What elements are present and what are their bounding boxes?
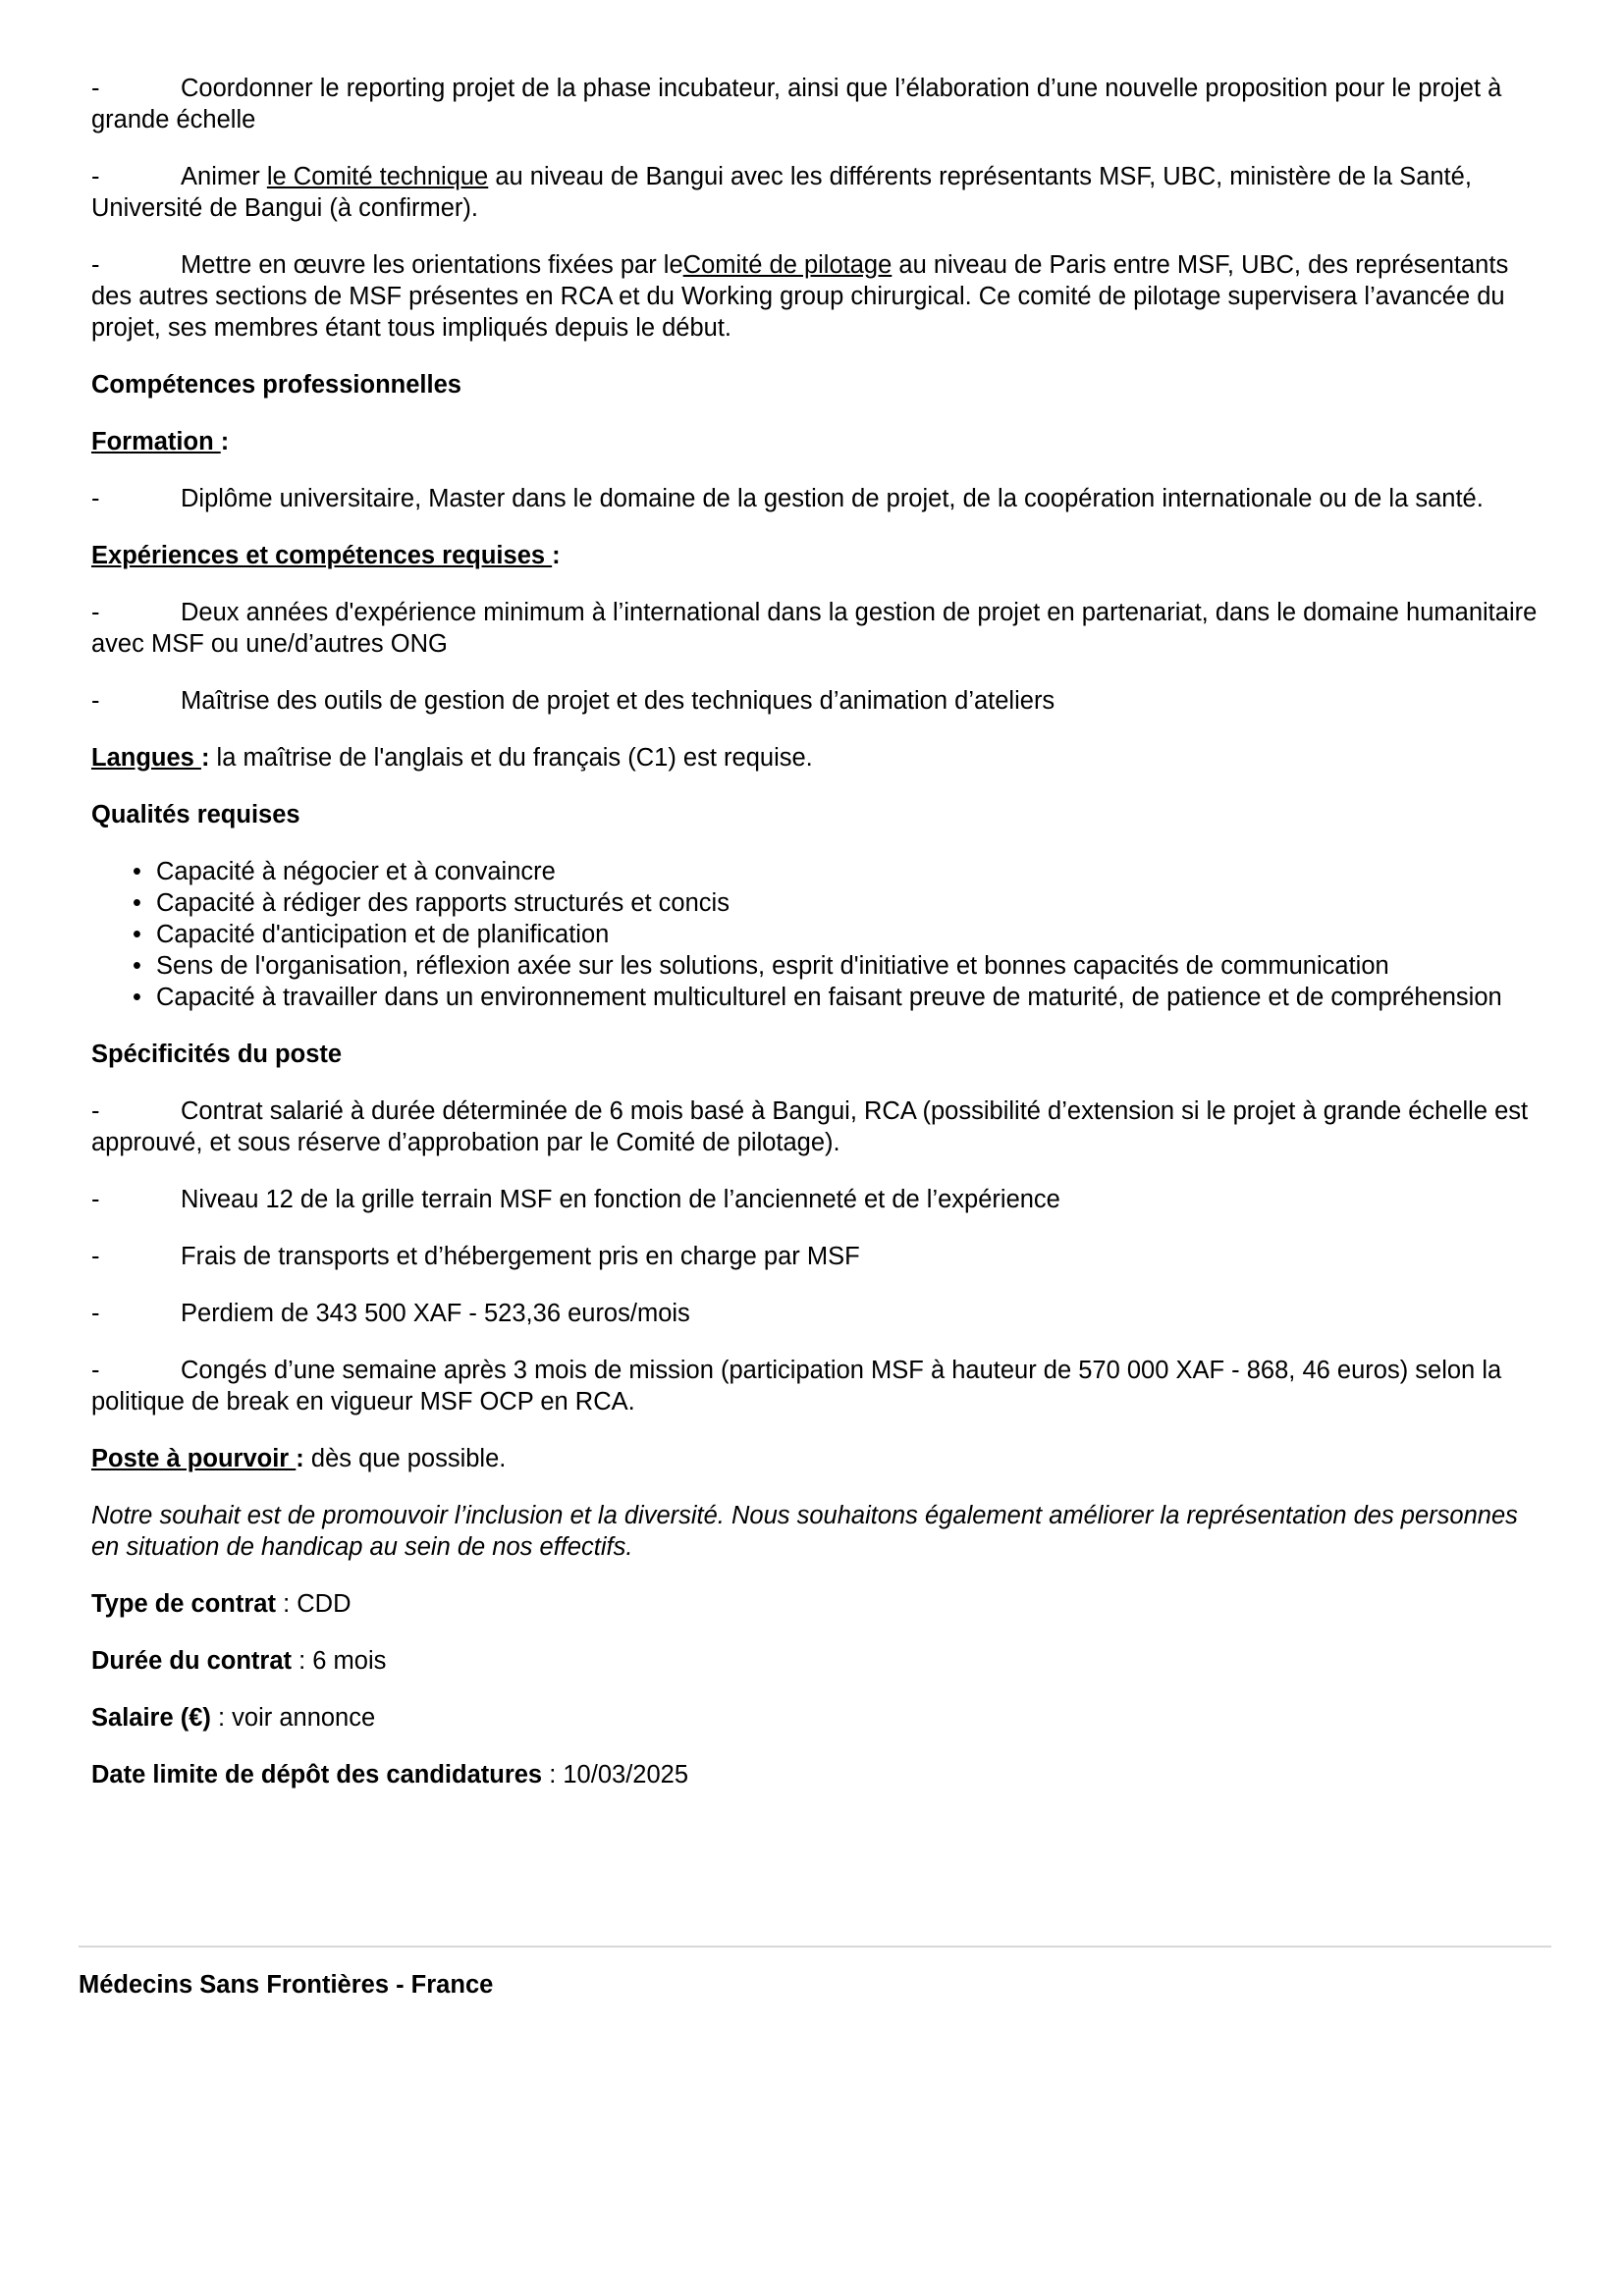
dash-marker: -	[91, 599, 100, 626]
dash-marker: -	[91, 163, 100, 190]
deadline-value: : 10/03/2025	[542, 1761, 689, 1789]
experiences-colon: :	[552, 542, 561, 569]
experience-item	[91, 597, 1549, 660]
salary-line	[91, 1702, 1549, 1734]
experience-text: Maîtrise des outils de gestion de projet et des techniques d’animation d’ateliers	[181, 687, 1055, 715]
specificites-heading: Spécificités du poste	[91, 1041, 343, 1068]
formation-text: Diplôme universitaire, Master dans le domaine de la gestion de projet, de la coopération internationale ou de la santé.	[181, 485, 1484, 512]
formation-heading	[91, 426, 1549, 457]
dash-marker: -	[91, 1097, 100, 1125]
task-text-pre: Mettre en œuvre les orientations fixées par le	[181, 251, 683, 279]
bullet-icon: •	[133, 889, 141, 917]
specificite-item	[91, 1095, 1549, 1158]
dash-marker: -	[91, 1186, 100, 1213]
langues-line	[91, 742, 1549, 774]
inclusion-note: Notre souhait est de promouvoir l’inclusion et la diversité. Nous souhaitons également améliorer la représentation des personnes en situation de handicap au sein de nos effectifs.	[91, 1502, 1518, 1561]
experience-item	[91, 685, 1549, 717]
list-item-text: Sens de l'organisation, réflexion axée sur les solutions, esprit d'initiative et bonnes capacités de communication	[156, 952, 1389, 980]
dash-marker: -	[91, 687, 100, 715]
deadline-label: Date limite de dépôt des candidatures	[91, 1761, 543, 1789]
formation-label: Formation	[91, 428, 221, 455]
task-text-pre: Animer	[181, 163, 267, 190]
task-item-reporting	[91, 73, 1549, 135]
task-text: Coordonner le reporting projet de la phase incubateur, ainsi que l’élaboration d’une nouvelle proposition pour le projet à grande échelle	[91, 75, 1502, 133]
contract-duration-label: Durée du contrat	[91, 1647, 293, 1675]
dash-marker: -	[91, 1300, 100, 1327]
contract-duration-value: : 6 mois	[292, 1647, 387, 1675]
list-item	[133, 919, 1549, 950]
formation-colon: :	[220, 428, 230, 455]
experience-text: Deux années d'expérience minimum à l’international dans la gestion de projet en partenariat, dans le domaine humanitaire avec MSF ou une/d’autres ONG	[91, 599, 1538, 658]
deadline-line	[91, 1759, 1549, 1790]
salary-label: Salaire (€)	[91, 1704, 211, 1732]
poste-text: dès que possible.	[303, 1445, 507, 1472]
bullet-icon: •	[133, 858, 141, 885]
specificite-text: Perdiem de 343 500 XAF - 523,36 euros/mois	[181, 1300, 690, 1327]
poste-line	[91, 1443, 1549, 1474]
comite-pilotage-link[interactable]: Comité de pilotage	[682, 251, 893, 279]
qualites-list	[91, 856, 1549, 1013]
dash-marker: -	[91, 1243, 100, 1270]
specificite-item	[91, 1241, 1549, 1272]
list-item	[133, 856, 1549, 887]
specificite-item	[91, 1298, 1549, 1329]
document-body	[91, 73, 1549, 1816]
langues-label: Langues	[91, 744, 201, 772]
specificite-text: Frais de transports et d’hébergement pris en charge par MSF	[181, 1243, 860, 1270]
list-item	[133, 950, 1549, 982]
competences-heading: Compétences professionnelles	[91, 371, 461, 399]
list-item	[133, 982, 1549, 1013]
list-item-text: Capacité à travailler dans un environnement multiculturel en faisant preuve de maturité, de patience et de compréhension	[156, 984, 1502, 1011]
dash-marker: -	[91, 485, 100, 512]
poste-colon: :	[296, 1445, 304, 1472]
contract-duration-line	[91, 1645, 1549, 1677]
langues-colon: :	[200, 744, 210, 772]
salary-value: : voir annonce	[210, 1704, 376, 1732]
task-item-comite-technique	[91, 161, 1549, 224]
bullet-icon: •	[133, 984, 141, 1011]
specificite-item	[91, 1184, 1549, 1215]
experiences-heading	[91, 540, 1549, 571]
bullet-icon: •	[133, 952, 141, 980]
list-item-text: Capacité à négocier et à convaincre	[156, 858, 556, 885]
dash-marker: -	[91, 75, 100, 102]
comite-technique-link[interactable]: le Comité technique	[266, 163, 489, 190]
specificite-text: Niveau 12 de la grille terrain MSF en fonction de l’ancienneté et de l’expérience	[181, 1186, 1060, 1213]
footer-organization: Médecins Sans Frontières - France	[79, 1971, 494, 1999]
formation-item	[91, 483, 1549, 514]
specificite-item	[91, 1355, 1549, 1417]
contract-type-label: Type de contrat	[91, 1590, 276, 1618]
experiences-label: Expériences et compétences requises	[91, 542, 553, 569]
list-item-text: Capacité d'anticipation et de planification	[156, 921, 610, 948]
qualites-heading: Qualités requises	[91, 801, 300, 828]
dash-marker: -	[91, 1357, 100, 1384]
task-item-comite-pilotage	[91, 249, 1549, 344]
footer-divider	[79, 1946, 1551, 1948]
specificite-text: Contrat salarié à durée déterminée de 6 mois basé à Bangui, RCA (possibilité d’extension si le projet à grande échelle est approuvé, et sous réserve d’approbation par le Comité de pilotage).	[91, 1097, 1529, 1156]
specificite-text: Congés d’une semaine après 3 mois de mission (participation MSF à hauteur de 570 000 XAF - 868, 46 euros) selon la politique de break en vigueur MSF OCP en RCA.	[91, 1357, 1502, 1415]
list-item-text: Capacité à rédiger des rapports structurés et concis	[156, 889, 730, 917]
contract-type-value: : CDD	[275, 1590, 352, 1618]
contract-type-line	[91, 1588, 1549, 1620]
task-text-post: au niveau de Bangui avec les différents représentants MSF, UBC, ministère de la Santé, Université de Bangui (à confirmer).	[91, 163, 1472, 222]
poste-label: Poste à pourvoir	[91, 1445, 297, 1472]
list-item	[133, 887, 1549, 919]
langues-text: la maîtrise de l'anglais et du français (C1) est requise.	[209, 744, 813, 772]
bullet-icon: •	[133, 921, 141, 948]
task-text-post: au niveau de Paris entre MSF, UBC, des représentants des autres sections de MSF présentes en RCA et du Working group chirurgical. Ce comité de pilotage supervisera l’avancée du projet, ses membres étant tous impliqués depuis le début.	[91, 251, 1509, 342]
dash-marker: -	[91, 251, 100, 279]
